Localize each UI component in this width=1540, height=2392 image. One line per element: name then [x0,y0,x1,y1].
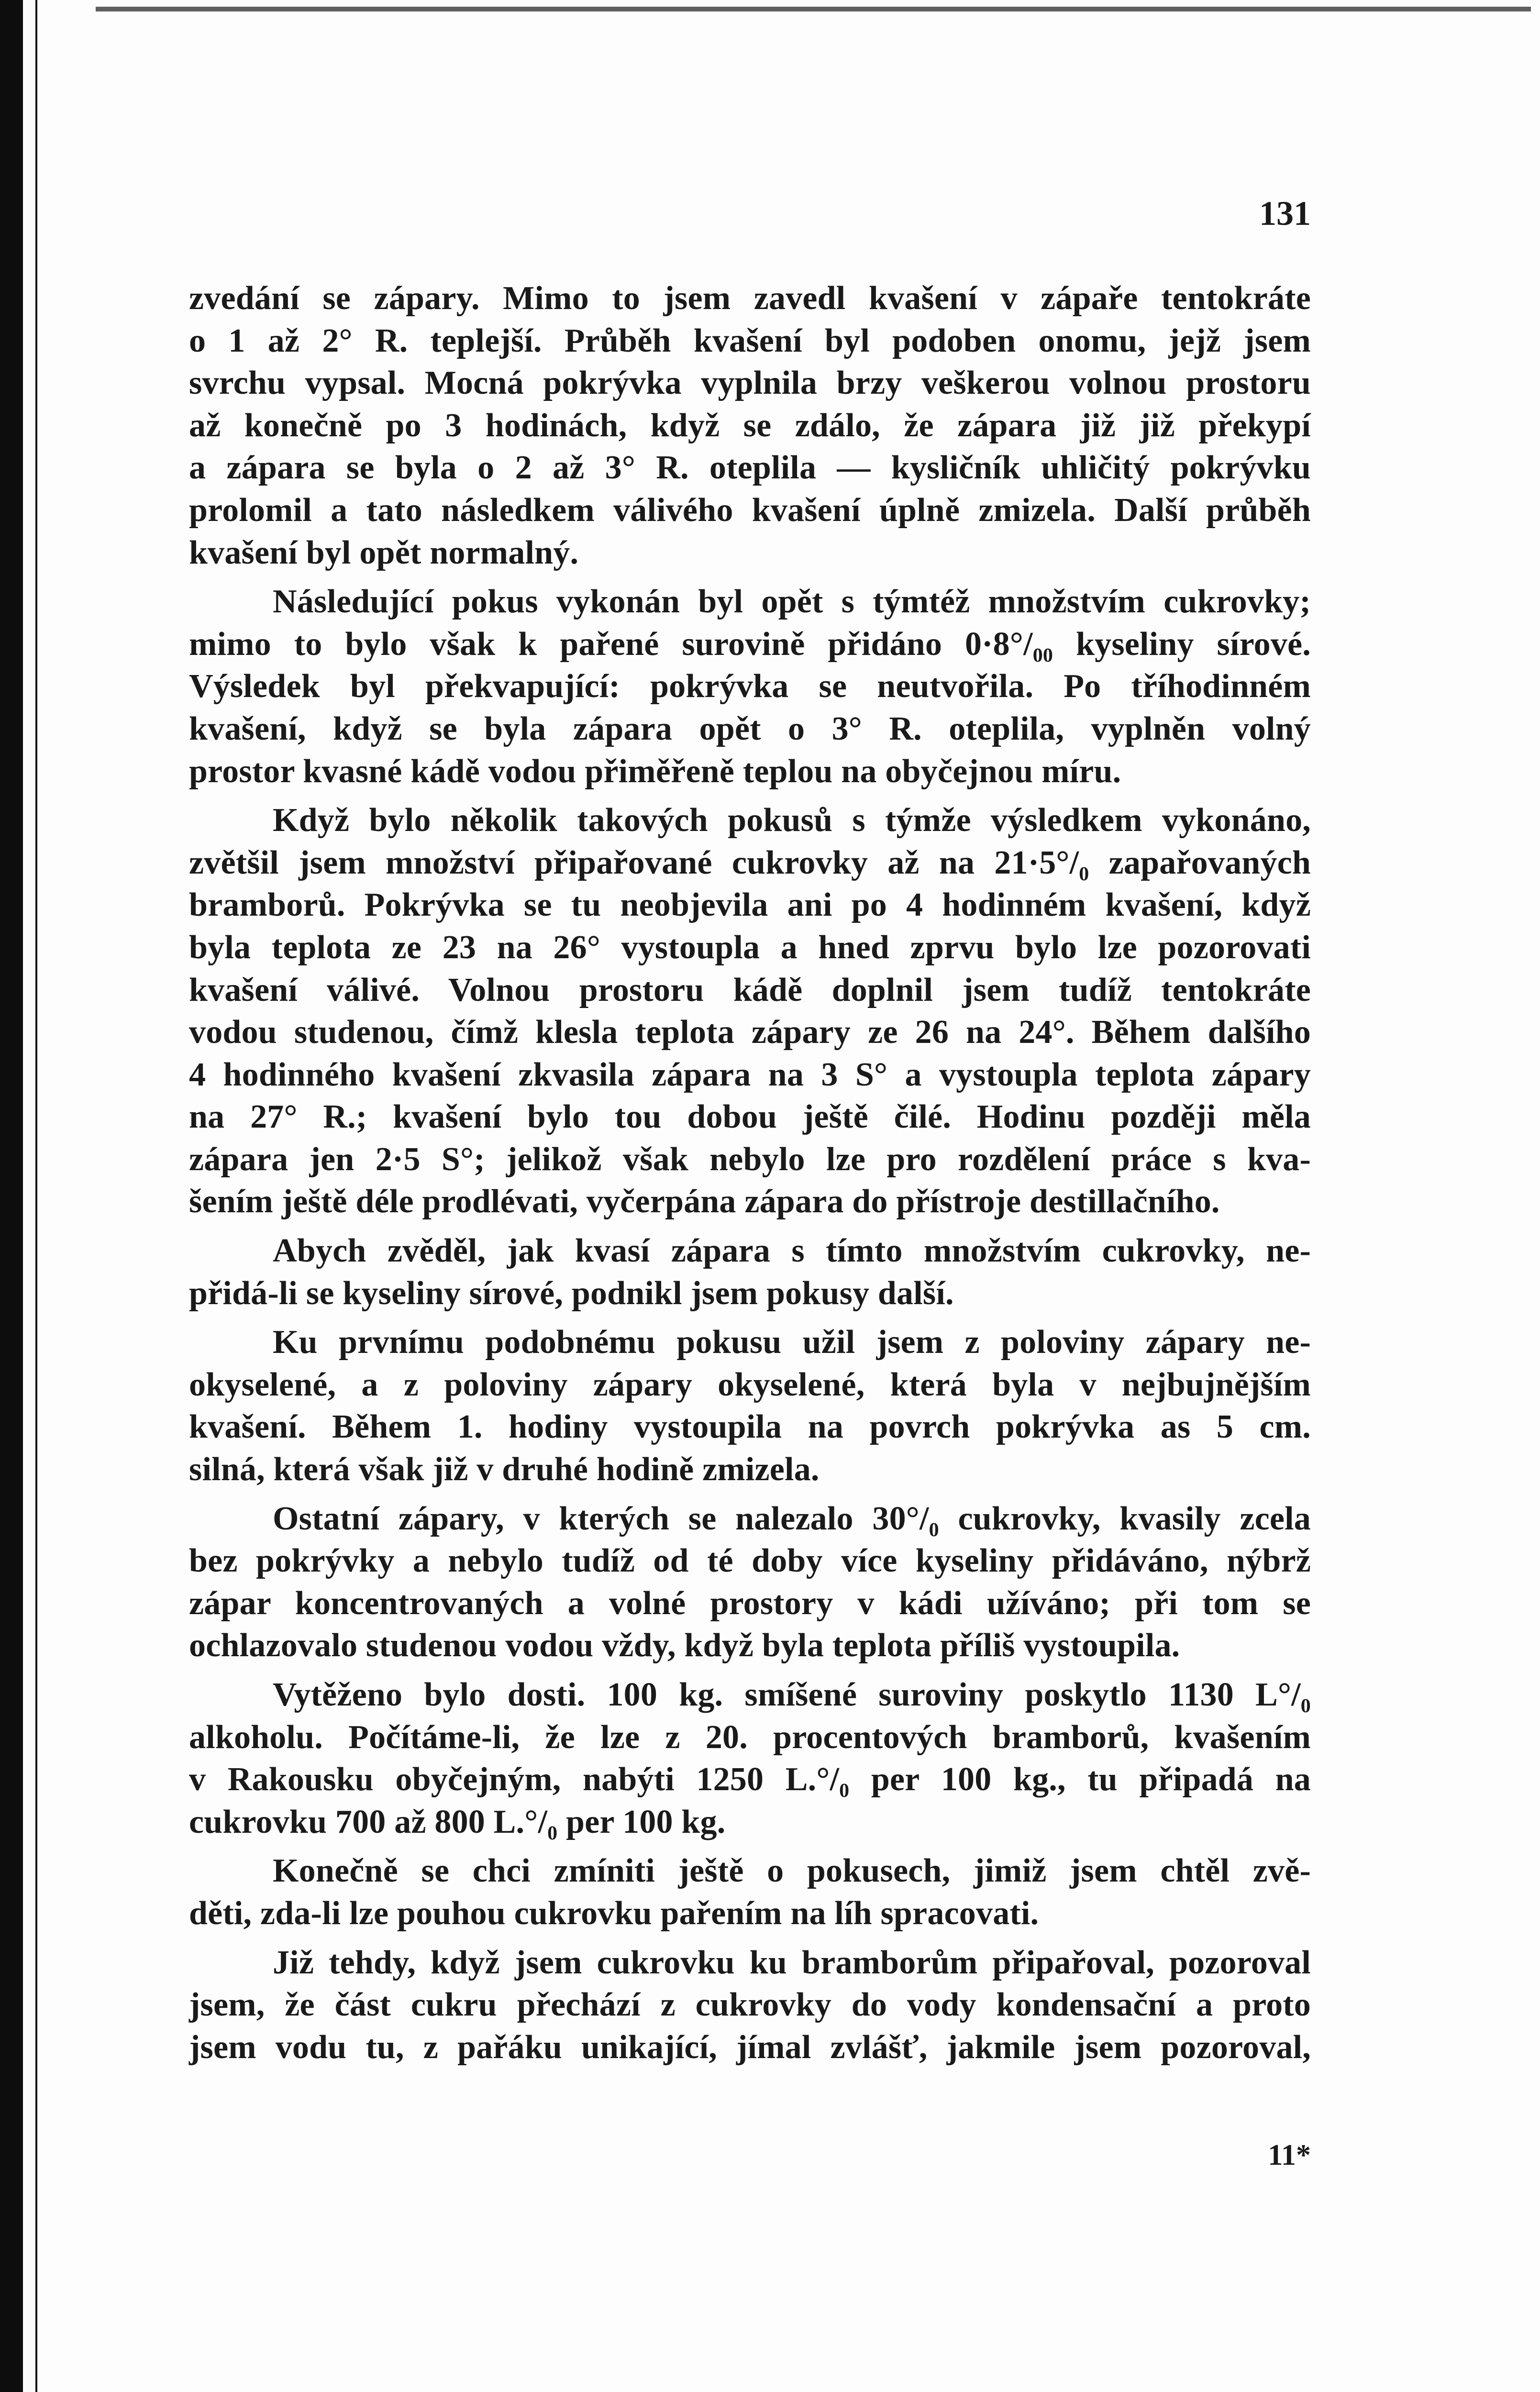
text-line: Konečně se chci zmíniti ještě o pokusech, jimiž jsem chtěl zvě- [273,1852,1311,1890]
text-line: až konečně po 3 hodinách, když se zdálo, že zápara již již překypí [189,407,1311,444]
top-edge-shadow [96,7,1531,11]
paragraph-9 [189,1942,1311,2069]
text-line: prolomil a tato následkem válivého kvašení úplně zmizela. Další průběh [189,491,1311,529]
text-line: o 1 až 2° R. teplejší. Průběh kvašení byl podoben onomu, jejž jsem [189,322,1311,359]
text-line: Abych zvěděl, jak kvasí zápara s tímto množstvím cukrovky, ne- [273,1232,1311,1270]
text-line: šením ještě déle prodlévati, vyčerpána zápara do přístroje destillačního. [189,1183,1220,1220]
text-line: ochlazovalo studenou vodou vždy, když byla teplota příliš vystoupila. [189,1627,1180,1664]
scan-edge-highlight [23,0,35,2392]
text-line: bramborů. Pokrývka se tu neobjevila ani po 4 hodinném kvašení, když [189,886,1311,924]
paragraph-5 [189,1321,1311,1491]
text-line: v Rakousku obyčejným, nabýti 1250 L.°/₀ per 100 kg., tu připadá na [189,1761,1311,1798]
text-line: kvašení válivé. Volnou prostoru kádě doplnil jsem tudíž tentokráte [189,971,1311,1008]
text-line: jsem vodu tu, z pařáku unikající, jímal zvlášť, jakmile jsem pozoroval, [189,2028,1311,2066]
text-line: jsem, že část cukru přechází z cukrovky do vody kondensační a proto [189,1986,1311,2024]
scan-edge [0,0,37,2392]
paragraph-6 [189,1498,1311,1667]
text-line: na 27° R.; kvašení bylo tou dobou ještě čilé. Hodinu později měla [189,1098,1311,1136]
text-line: svrchu vypsal. Mocná pokrývka vyplnila brzy veškerou volnou prostoru [189,365,1311,402]
text-line: a zápara se byla o 2 až 3° R. oteplila — kysličník uhličitý pokrývku [189,449,1311,487]
text-line: děti, zda-li lze pouhou cukrovku pařením na líh spracovati. [189,1894,1039,1932]
text-line: cukrovku 700 až 800 L.°/₀ per 100 kg. [189,1803,726,1840]
text-line: okyselené, a z poloviny zápary okyselené, která byla v nejbujnějším [189,1366,1311,1403]
text-line: zvedání se zápary. Mimo to jsem zavedl kvašení v zápaře tentokráte [189,280,1311,317]
text-line: byla teplota ze 23 na 26° vystoupla a hned zprvu bylo lze pozorovati [189,929,1311,966]
text-line: Když bylo několik takových pokusů s týmže výsledkem vykonáno, [273,802,1311,839]
text-line: alkoholu. Počítáme-li, že lze z 20. procentových bramborů, kvašením [189,1718,1311,1756]
text-line: bez pokrývky a nebylo tudíž od té doby více kyseliny přidáváno, nýbrž [189,1542,1311,1580]
body-text [189,277,1311,2075]
paragraph-7 [189,1674,1311,1843]
text-line: Již tehdy, když jsem cukrovku ku bramborům připařoval, pozoroval [273,1944,1311,1981]
text-line: kvašení, když se byla zápara opět o 3° R. oteplila, vyplněn volný [189,710,1311,747]
text-line: kvašení byl opět normalný. [189,534,579,571]
text-line: silná, která však již v druhé hodině zmizela. [189,1451,820,1488]
text-line: Následující pokus vykonán byl opět s týmtéž množstvím cukrovky; [273,583,1311,620]
signature-mark: 11* [1268,2139,1311,2171]
text-line: vodou studenou, čímž klesla teplota zápary ze 26 na 24°. Během dalšího [189,1014,1311,1051]
text-line: Ku prvnímu podobnému pokusu užil jsem z poloviny zápary ne- [273,1324,1311,1361]
text-line: 4 hodinného kvašení zkvasila zápara na 3 S° a vystoupla teplota zápary [189,1056,1311,1093]
text-line: Výsledek byl překvapující: pokrývka se neutvořila. Po tříhodinném [189,668,1311,705]
text-line: Ostatní zápary, v kterých se nalezalo 30°/₀ cukrovky, kvasily zcela [273,1500,1311,1537]
text-line: mimo to bylo však k pařené surovině přidáno 0·8°/₀₀ kyseliny sírové. [189,625,1311,663]
text-line: prostor kvasné kádě vodou přiměřeně teplou na obyčejnou míru. [189,753,1121,790]
text-line: zvětšil jsem množství připařované cukrovky až na 21·5°/₀ zapařovaných [189,844,1311,881]
text-line: Vytěženo bylo dosti. 100 kg. smíšené suroviny poskytlo 1130 L°/₀ [273,1676,1311,1713]
text-line: zápar koncentrovaných a volné prostory v kádi užíváno; při tom se [189,1584,1311,1622]
paragraph-2 [189,581,1311,793]
paragraph-1 [189,277,1311,574]
text-line: přidá-li se kyseliny sírové, podnikl jsem pokusy další. [189,1274,954,1312]
text-line: zápara jen 2·5 S°; jelikož však nebylo lze pro rozdělení práce s kva- [189,1141,1311,1178]
text-line: kvašení. Během 1. hodiny vystoupila na povrch pokrývka as 5 cm. [189,1408,1311,1446]
paragraph-8 [189,1850,1311,1935]
paragraph-4 [189,1230,1311,1315]
paragraph-3 [189,799,1311,1223]
page-number: 131 [1259,194,1311,233]
